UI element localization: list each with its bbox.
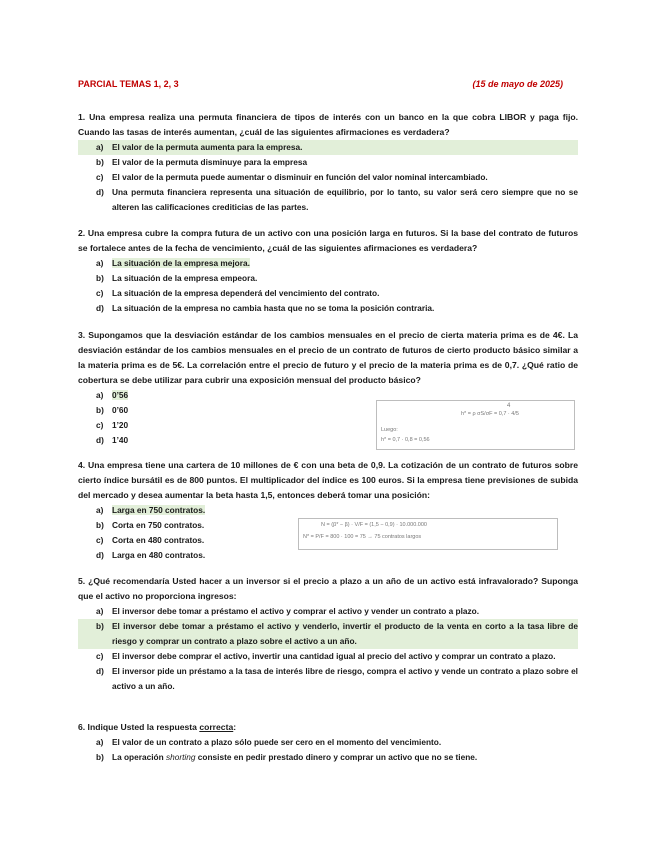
question-2-option-c: c) La situación de la empresa dependerá del vencimiento del contrato. — [96, 288, 380, 298]
question-4-stem: 4. Una empresa tiene una cartera de 10 millones de € con una beta de 0,9. La cotización de un contrato de futuros sobre cierto índice bursátil es de 800 puntos. El multiplicador del índice es 100 euros. Si la empresa tiene previsiones de subida del mercado y desea aumentar la beta hasta 1,5, entonces deberá tomar una posición: — [78, 460, 578, 500]
question-4-option-a: a) Larga en 750 contratos. — [96, 505, 206, 515]
question-2-option-d: d) La situación de la empresa no cambia hasta que no se toma la posición contraria. — [96, 303, 435, 313]
question-2 — [78, 226, 578, 316]
question-6-option-b: b) La operación shorting consiste en pedir prestado dinero y comprar un activo que no se tiene. — [96, 752, 478, 762]
question-1-option-a: a) El valor de la permuta aumenta para la empresa. — [78, 140, 578, 155]
question-5 — [78, 574, 578, 694]
question-5-option-d: d) El inversor pide un préstamo a la tasa de interés libre de riesgo, compra el activo y vende un contrato a plazo sobre el activo a un año. — [96, 666, 578, 691]
question-6-stem: 6. Indique Usted la respuesta correcta: — [78, 722, 237, 732]
question-2-option-b: b) La situación de la empresa empeora. — [96, 273, 258, 283]
question-6-option-a: a) El valor de un contrato a plazo sólo puede ser cero en el momento del vencimiento. — [96, 737, 442, 747]
question-1-option-d: d) Una permuta financiera representa una situación de equilibrio, por lo tanto, su valor será cero siempre que no se alteren las calificaciones crediticias de las partes. — [96, 187, 578, 212]
question-3-solution-image: 4 h* = ρ σS/σF = 0,7 · 4/5 Luego: h* = 0,7 · 0,8 = 0,56 — [376, 400, 575, 450]
question-4-option-c: c) Corta en 480 contratos. — [96, 535, 205, 545]
question-5-option-a: a) El inversor debe tomar a préstamo el activo y comprar el activo y vender un contrato a plazo. — [96, 606, 480, 616]
question-1 — [78, 110, 578, 215]
question-2-stem: 2. Una empresa cubre la compra futura de un activo con una posición larga en futuros. Si la base del contrato de futuros se fortalece antes de la fecha de vencimiento, ¿cuál de las siguientes afirmaciones es verdadera? — [78, 228, 578, 253]
question-3-stem: 3. Supongamos que la desviación estándar de los cambios mensuales en el precio de cierta materia prima es de 4€. La desviación estándar de los cambios mensuales en el precio de un contrato de futuros de cierto producto básico similar a la materia prima es de 5€. La correlación entre el precio de futuro y el precio de la materia prima es de 0,7. ¿Qué ratio de cobertura se debe utilizar para cubrir una exposición mensual del producto básico? — [78, 330, 578, 385]
question-1-stem: 1. Una empresa realiza una permuta financiera de tipos de interés con un banco en la que cobra LIBOR y paga fijo. Cuando las tasas de interés aumentan, ¿cuál de las siguientes afirmaciones es verdadera? — [78, 112, 578, 137]
question-1-option-c: c) El valor de la permuta puede aumentar o disminuir en función del valor nominal intercambiado. — [96, 172, 488, 182]
exam-header — [78, 79, 563, 93]
question-5-option-c: c) El inversor debe comprar el activo, invertir una cantidad igual al precio del activo y comprar un contrato a plazo. — [96, 651, 556, 661]
question-5-stem: 5. ¿Qué recomendaría Usted hacer a un inversor si el precio a plazo a un año de un activo está infravalorado? Suponga que el activo no proporciona ingresos: — [78, 576, 578, 601]
question-3-option-d: d) 1’40 — [96, 435, 129, 445]
question-3-option-c: c) 1’20 — [96, 420, 129, 430]
exam-date: (15 de mayo de 2025) — [472, 79, 563, 89]
question-2-option-a: a) La situación de la empresa mejora. — [96, 258, 250, 268]
question-3-option-b: b) 0’60 — [96, 405, 129, 415]
question-4-option-b: b) Corta en 750 contratos. — [96, 520, 205, 530]
question-5-option-b: b) El inversor debe tomar a préstamo el activo y venderlo, invertir el producto de la venta en corto a la tasa libre de riesgo y comprar un contrato a plazo sobre el activo a un año. — [78, 619, 578, 649]
question-4-solution-image: N = (β* − β) · V/F = (1,5 − 0,9) · 10.000.000 N* = P/F = 800 · 100 = 75 → 75 contratos largos — [298, 518, 558, 550]
exam-title: PARCIAL TEMAS 1, 2, 3 — [78, 79, 179, 89]
question-3-option-a: a) 0’56 — [96, 390, 129, 400]
question-6 — [78, 720, 578, 765]
question-4-option-d: d) Larga en 480 contratos. — [96, 550, 206, 560]
question-1-option-b: b) El valor de la permuta disminuye para la empresa — [96, 157, 308, 167]
